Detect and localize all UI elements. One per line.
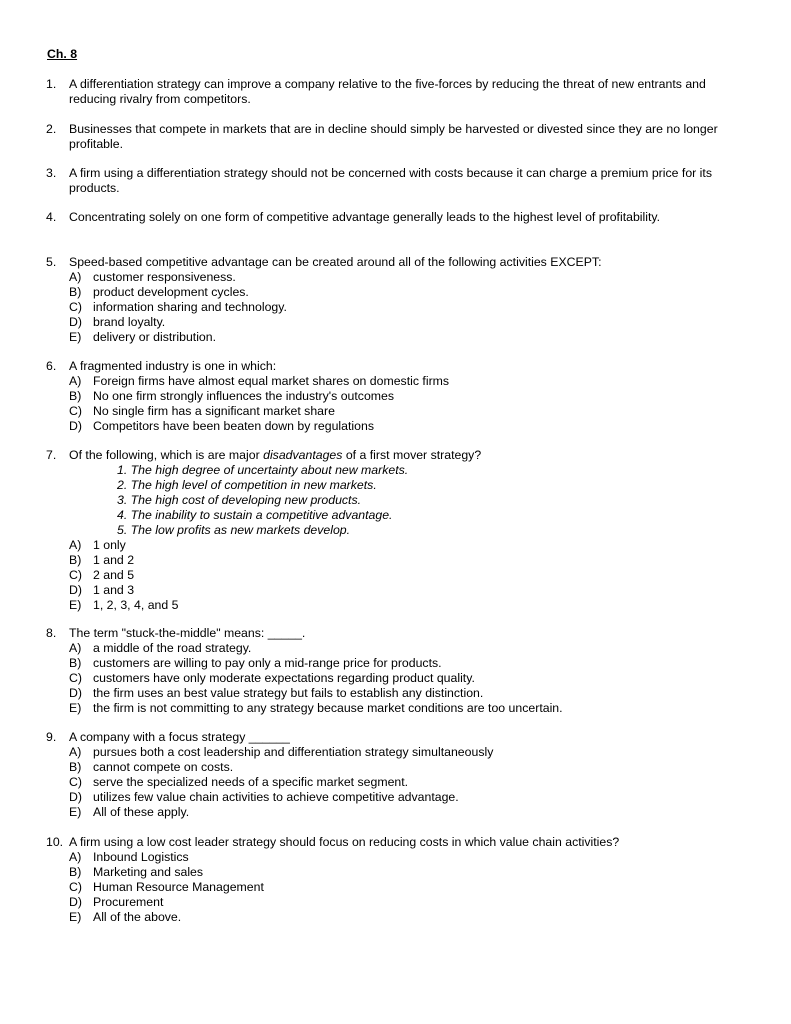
answer-options bbox=[69, 745, 746, 820]
answer-option bbox=[69, 745, 746, 760]
option-letter: E) bbox=[69, 598, 82, 612]
option-text: Procurement bbox=[93, 895, 164, 909]
option-letter: C) bbox=[69, 671, 82, 685]
option-letter: C) bbox=[69, 880, 82, 894]
answer-option bbox=[69, 790, 746, 805]
question-8 bbox=[46, 626, 746, 716]
option-text: 1, 2, 3, 4, and 5 bbox=[93, 598, 179, 612]
answer-option bbox=[69, 315, 746, 330]
option-letter: C) bbox=[69, 775, 82, 789]
question-2 bbox=[46, 122, 746, 152]
answer-option bbox=[69, 553, 746, 568]
option-text: 1 and 2 bbox=[93, 553, 135, 567]
option-letter: D) bbox=[69, 583, 82, 597]
question-text-part: Of the following, which is are major bbox=[69, 448, 264, 462]
answer-option bbox=[69, 760, 746, 775]
option-letter: A) bbox=[69, 270, 82, 284]
question-text: A fragmented industry is one in which: bbox=[69, 359, 277, 373]
statement-item: 3. The high cost of developing new products. bbox=[117, 493, 362, 507]
question-1 bbox=[46, 77, 746, 107]
option-text: Inbound Logistics bbox=[93, 850, 189, 864]
option-text: the firm uses an best value strategy but fails to establish any distinction. bbox=[93, 686, 484, 700]
answer-option bbox=[69, 850, 746, 865]
option-text: the firm is not committing to any strategy because market conditions are too uncertain. bbox=[93, 701, 563, 715]
option-letter: A) bbox=[69, 374, 82, 388]
option-letter: A) bbox=[69, 641, 82, 655]
question-number: 1. bbox=[46, 77, 57, 91]
option-text: information sharing and technology. bbox=[93, 300, 287, 314]
question-number: 10. bbox=[46, 835, 64, 849]
answer-options bbox=[69, 850, 746, 925]
question-number: 5. bbox=[46, 255, 57, 269]
option-text: 1 only bbox=[93, 538, 126, 552]
answer-option bbox=[69, 330, 746, 345]
option-text: delivery or distribution. bbox=[93, 330, 217, 344]
question-10 bbox=[46, 835, 746, 925]
answer-option bbox=[69, 880, 746, 895]
option-letter: D) bbox=[69, 895, 82, 909]
option-text: All of these apply. bbox=[93, 805, 190, 819]
option-letter: C) bbox=[69, 404, 82, 418]
option-letter: C) bbox=[69, 568, 82, 582]
option-text: customer responsiveness. bbox=[93, 270, 236, 284]
question-5 bbox=[46, 255, 746, 345]
answer-option bbox=[69, 538, 746, 553]
option-letter: B) bbox=[69, 656, 82, 670]
question-text: A company with a focus strategy ______ bbox=[69, 730, 290, 744]
question-9 bbox=[46, 730, 746, 820]
option-letter: C) bbox=[69, 300, 82, 314]
option-text: pursues both a cost leadership and differentiation strategy simultaneously bbox=[93, 745, 494, 759]
answer-option bbox=[69, 568, 746, 583]
option-letter: B) bbox=[69, 285, 82, 299]
option-text: customers are willing to pay only a mid-range price for products. bbox=[93, 656, 442, 670]
question-6 bbox=[46, 359, 746, 434]
option-letter: A) bbox=[69, 538, 82, 552]
option-text: Competitors have been beaten down by regulations bbox=[93, 419, 374, 433]
statement-item: 2. The high level of competition in new markets. bbox=[117, 478, 377, 492]
option-text: 1 and 3 bbox=[93, 583, 135, 597]
question-text: A differentiation strategy can improve a company relative to the five-forces by reducing the threat of new entrants and reducing rivalry from competitors. bbox=[69, 77, 706, 106]
answer-option bbox=[69, 419, 746, 434]
question-text: Businesses that compete in markets that are in decline should simply be harvested or divested since they are no longer profitable. bbox=[69, 122, 718, 151]
answer-option bbox=[69, 285, 746, 300]
option-text: Marketing and sales bbox=[93, 865, 204, 879]
answer-options bbox=[69, 641, 746, 716]
option-text: No single firm has a significant market share bbox=[93, 404, 335, 418]
answer-option bbox=[69, 404, 746, 419]
option-letter: D) bbox=[69, 419, 82, 433]
statement-item: 5. The low profits as new markets develop. bbox=[117, 523, 351, 537]
statement-item: 1. The high degree of uncertainty about new markets. bbox=[117, 463, 409, 477]
question-number: 9. bbox=[46, 730, 57, 744]
option-letter: E) bbox=[69, 910, 82, 924]
option-letter: E) bbox=[69, 330, 82, 344]
answer-option bbox=[69, 805, 746, 820]
option-text: serve the specialized needs of a specific market segment. bbox=[93, 775, 409, 789]
option-text: 2 and 5 bbox=[93, 568, 135, 582]
option-text: All of the above. bbox=[93, 910, 182, 924]
question-7 bbox=[46, 448, 746, 613]
question-number: 6. bbox=[46, 359, 57, 373]
option-text: Human Resource Management bbox=[93, 880, 264, 894]
answer-option bbox=[69, 686, 746, 701]
question-text-emphasis: disadvantages bbox=[263, 448, 343, 462]
option-text: product development cycles. bbox=[93, 285, 249, 299]
answer-options bbox=[69, 538, 746, 613]
option-letter: B) bbox=[69, 760, 82, 774]
question-text: Concentrating solely on one form of competitive advantage generally leads to the highest level of profitability. bbox=[69, 210, 661, 224]
option-text: brand loyalty. bbox=[93, 315, 166, 329]
option-text: customers have only moderate expectations regarding product quality. bbox=[93, 671, 475, 685]
answer-option bbox=[69, 895, 746, 910]
question-number: 3. bbox=[46, 166, 57, 180]
question-text: The term "stuck-the-middle" means: _____. bbox=[69, 626, 306, 640]
option-letter: D) bbox=[69, 315, 82, 329]
answer-option bbox=[69, 775, 746, 790]
question-number: 2. bbox=[46, 122, 57, 136]
answer-option bbox=[69, 270, 746, 285]
question-text-part: of a first mover strategy? bbox=[342, 448, 482, 462]
option-text: Foreign firms have almost equal market shares on domestic firms bbox=[93, 374, 450, 388]
option-letter: D) bbox=[69, 790, 82, 804]
question-number: 7. bbox=[46, 448, 57, 462]
option-letter: A) bbox=[69, 745, 82, 759]
option-letter: E) bbox=[69, 701, 82, 715]
question-4 bbox=[46, 210, 746, 225]
option-text: cannot compete on costs. bbox=[93, 760, 234, 774]
question-number: 4. bbox=[46, 210, 57, 224]
answer-option bbox=[69, 910, 746, 925]
option-letter: B) bbox=[69, 865, 82, 879]
answer-option bbox=[69, 300, 746, 315]
answer-options bbox=[69, 270, 746, 345]
chapter-title: Ch. 8 bbox=[47, 47, 78, 61]
answer-options bbox=[69, 374, 746, 434]
answer-option bbox=[69, 598, 746, 613]
answer-option bbox=[69, 701, 746, 716]
option-letter: B) bbox=[69, 389, 82, 403]
option-letter: D) bbox=[69, 686, 82, 700]
answer-option bbox=[69, 389, 746, 404]
question-text: Speed-based competitive advantage can be created around all of the following activities EXCEPT: bbox=[69, 255, 602, 269]
question-3 bbox=[46, 166, 746, 196]
answer-option bbox=[69, 374, 746, 389]
option-letter: A) bbox=[69, 850, 82, 864]
question-text bbox=[69, 448, 746, 463]
option-letter: B) bbox=[69, 553, 82, 567]
option-text: a middle of the road strategy. bbox=[93, 641, 252, 655]
question-text: A firm using a low cost leader strategy should focus on reducing costs in which value chain activities? bbox=[69, 835, 620, 849]
question-text: A firm using a differentiation strategy should not be concerned with costs because it can charge a premium price for its products. bbox=[69, 166, 712, 195]
option-letter: E) bbox=[69, 805, 82, 819]
answer-option bbox=[69, 865, 746, 880]
option-text: No one firm strongly influences the industry's outcomes bbox=[93, 389, 395, 403]
answer-option bbox=[69, 583, 746, 598]
answer-option bbox=[69, 671, 746, 686]
answer-option bbox=[69, 656, 746, 671]
statement-item: 4. The inability to sustain a competitive advantage. bbox=[117, 508, 393, 522]
answer-option bbox=[69, 641, 746, 656]
question-number: 8. bbox=[46, 626, 57, 640]
statement-list bbox=[117, 463, 746, 538]
option-text: utilizes few value chain activities to achieve competitive advantage. bbox=[93, 790, 459, 804]
